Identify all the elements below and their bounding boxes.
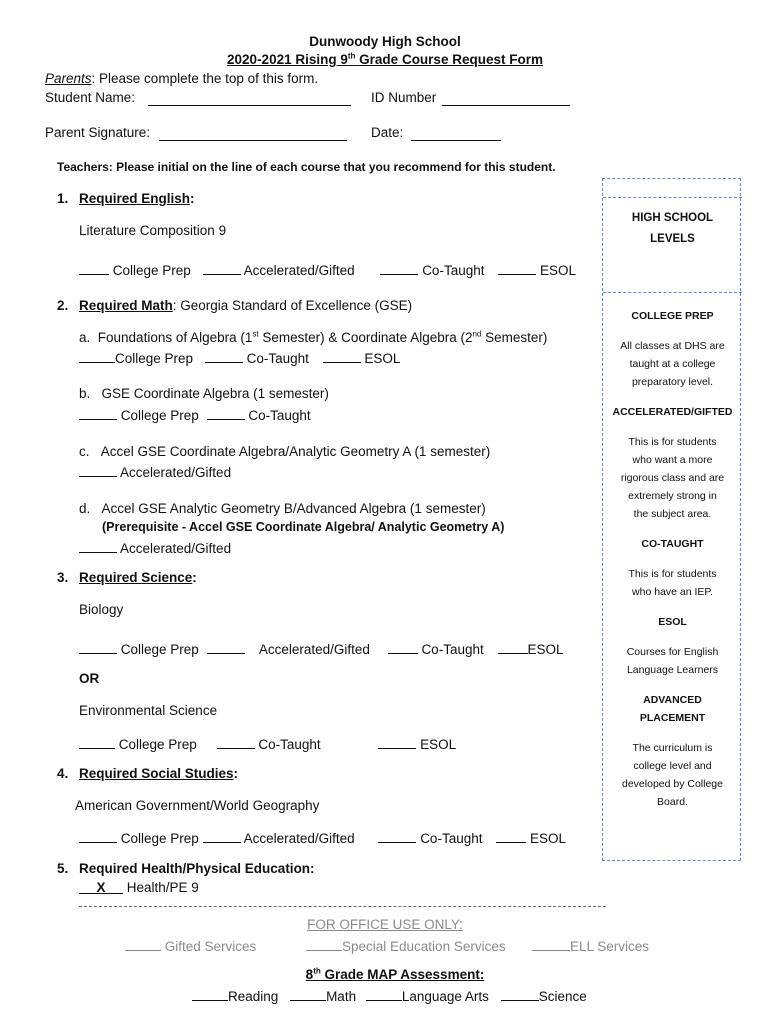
date-field[interactable] [411,127,501,141]
student-name-label: Student Name: [45,90,136,105]
english-accelerated-blank[interactable] [203,261,241,275]
parent-signature-label: Parent Signature: [45,125,151,140]
english-heading: 1. Required English: [57,191,195,206]
ell-services-blank[interactable] [532,937,570,951]
health-heading: 5. Required Health/Physical Education: [57,861,315,876]
math-a-options: College Prep Co-Taught ESOL [79,349,400,367]
esol-heading: ESOL [658,616,687,628]
english-options: College Prep Accelerated/Gifted Co-Taught ESOL [79,261,576,279]
form-title: 2020-2021 Rising 9th Grade Course Request Form [227,51,543,67]
math-c-options: Accelerated/Gifted [79,463,231,481]
ap-desc-1: The curriculum is [632,742,713,754]
high-school-levels-box [602,178,741,861]
math-b-cotaught-blank[interactable] [207,406,245,420]
office-sped: Special Education Services [306,937,506,955]
esol-desc-2: Language Learners [626,664,719,676]
college-prep-desc-1: All classes at DHS are [620,340,725,352]
cotaught-desc-1: This is for students [628,568,717,580]
parents-instruction: Parents: Please complete the top of this form. [45,71,319,86]
office-ell: ELL Services [532,937,649,955]
ap-desc-2: college level and [633,760,712,772]
office-gifted: Gifted Services [125,937,256,955]
math-a-esol-blank[interactable] [323,349,361,363]
levels-title-line1: HIGH SCHOOL [631,212,714,224]
school-name: Dunwoody High School [309,34,461,49]
math-b-options: College Prep Co-Taught [79,406,311,424]
accelerated-desc-5: the subject area. [633,508,712,520]
env-esol-blank[interactable] [378,735,416,749]
science-course-1-options: College Prep Accelerated/Gifted Co-Taught ESOL [79,640,564,658]
social-college-prep-blank[interactable] [79,829,117,843]
social-options: College Prep Accelerated/Gifted Co-Taught ESOL [79,829,566,847]
accelerated-heading: ACCELERATED/GIFTED [612,406,733,418]
accelerated-desc-2: who want a more [632,454,713,466]
science-course-1: Biology [79,602,124,617]
parent-signature-field[interactable] [159,127,347,141]
math-d-prerequisite: (Prerequisite - Accel GSE Coordinate Algebra/ Analytic Geometry A) [102,520,505,534]
levels-title-line2: LEVELS [650,233,695,245]
math-a-cotaught-blank[interactable] [205,349,243,363]
english-course: Literature Composition 9 [79,223,227,238]
gifted-services-blank[interactable] [125,937,161,951]
college-prep-heading: COLLEGE PREP [631,310,714,322]
math-d-course: d. Accel GSE Analytic Geometry B/Advanced Algebra (1 semester) [79,501,486,516]
math-c-course: c. Accel GSE Coordinate Algebra/Analytic Geometry A (1 semester) [79,444,491,459]
social-accelerated-blank[interactable] [203,829,241,843]
social-course: American Government/World Geography [75,798,320,813]
college-prep-desc-3: preparatory level. [631,376,714,388]
science-heading: 3. Required Science: [57,570,197,585]
id-number-label: ID Number [371,90,437,105]
esol-desc-1: Courses for English [626,646,719,658]
science-or: OR [79,671,100,686]
map-items: Reading Math Language Arts Science [192,987,587,1005]
math-b-course: b. GSE Coordinate Algebra (1 semester) [79,386,329,401]
date-label: Date: [371,125,404,140]
env-cotaught-blank[interactable] [217,735,255,749]
map-language-arts-blank[interactable] [366,987,402,1001]
social-esol-blank[interactable] [496,829,526,843]
ap-heading-line1: ADVANCED [643,694,702,706]
env-college-prep-blank[interactable] [79,735,115,749]
college-prep-desc-2: taught at a college [629,358,716,370]
health-mark[interactable]: X [79,880,123,894]
office-heading: FOR OFFICE USE ONLY: [307,917,463,932]
math-heading: 2. Required Math: Georgia Standard of Excellence (GSE) [57,298,413,313]
special-ed-blank[interactable] [306,937,342,951]
math-a-course: a. Foundations of Algebra (1st Semester) & Coordinate Algebra (2nd Semester) [79,329,548,345]
map-reading-blank[interactable] [192,987,228,1001]
map-math-blank[interactable] [290,987,326,1001]
social-heading: 4. Required Social Studies: [57,766,239,781]
science-course-2: Environmental Science [79,703,218,718]
map-science-blank[interactable] [501,987,539,1001]
ap-desc-4: Board. [657,796,688,808]
student-name-field[interactable] [148,92,351,106]
map-heading: 8th Grade MAP Assessment: [305,966,485,982]
accelerated-desc-1: This is for students [628,436,717,448]
math-d-accelerated-blank[interactable] [79,539,117,553]
student-name-row [45,90,135,106]
office-divider [79,906,606,907]
teachers-instruction: Teachers: Please initial on the line of each course that you recommend for this student. [57,160,556,174]
accelerated-desc-3: rigorous class and are [620,472,725,484]
math-a-college-prep-blank[interactable] [79,349,115,363]
english-cotaught-blank[interactable] [380,261,418,275]
biology-accelerated-blank[interactable] [207,640,245,654]
biology-esol-blank[interactable] [498,640,528,654]
health-course-row [79,880,199,896]
biology-college-prep-blank[interactable] [79,640,117,654]
english-esol-blank[interactable] [498,261,536,275]
accelerated-desc-4: extremely strong in [628,490,717,502]
cotaught-desc-2: who have an IEP. [632,586,713,598]
levels-header [603,197,742,293]
math-d-options: Accelerated/Gifted [79,539,231,557]
ap-heading-line2: PLACEMENT [639,712,706,724]
math-c-accelerated-blank[interactable] [79,463,117,477]
id-number-field[interactable] [442,92,570,106]
ap-desc-3: developed by College [622,778,723,790]
science-course-2-options: College Prep Co-Taught ESOL [79,735,456,753]
math-b-college-prep-blank[interactable] [79,406,117,420]
social-cotaught-blank[interactable] [378,829,416,843]
health-course: Health/PE 9 [126,880,199,895]
english-college-prep-blank[interactable] [79,261,109,275]
biology-cotaught-blank[interactable] [388,640,418,654]
cotaught-heading: CO-TAUGHT [641,538,704,550]
